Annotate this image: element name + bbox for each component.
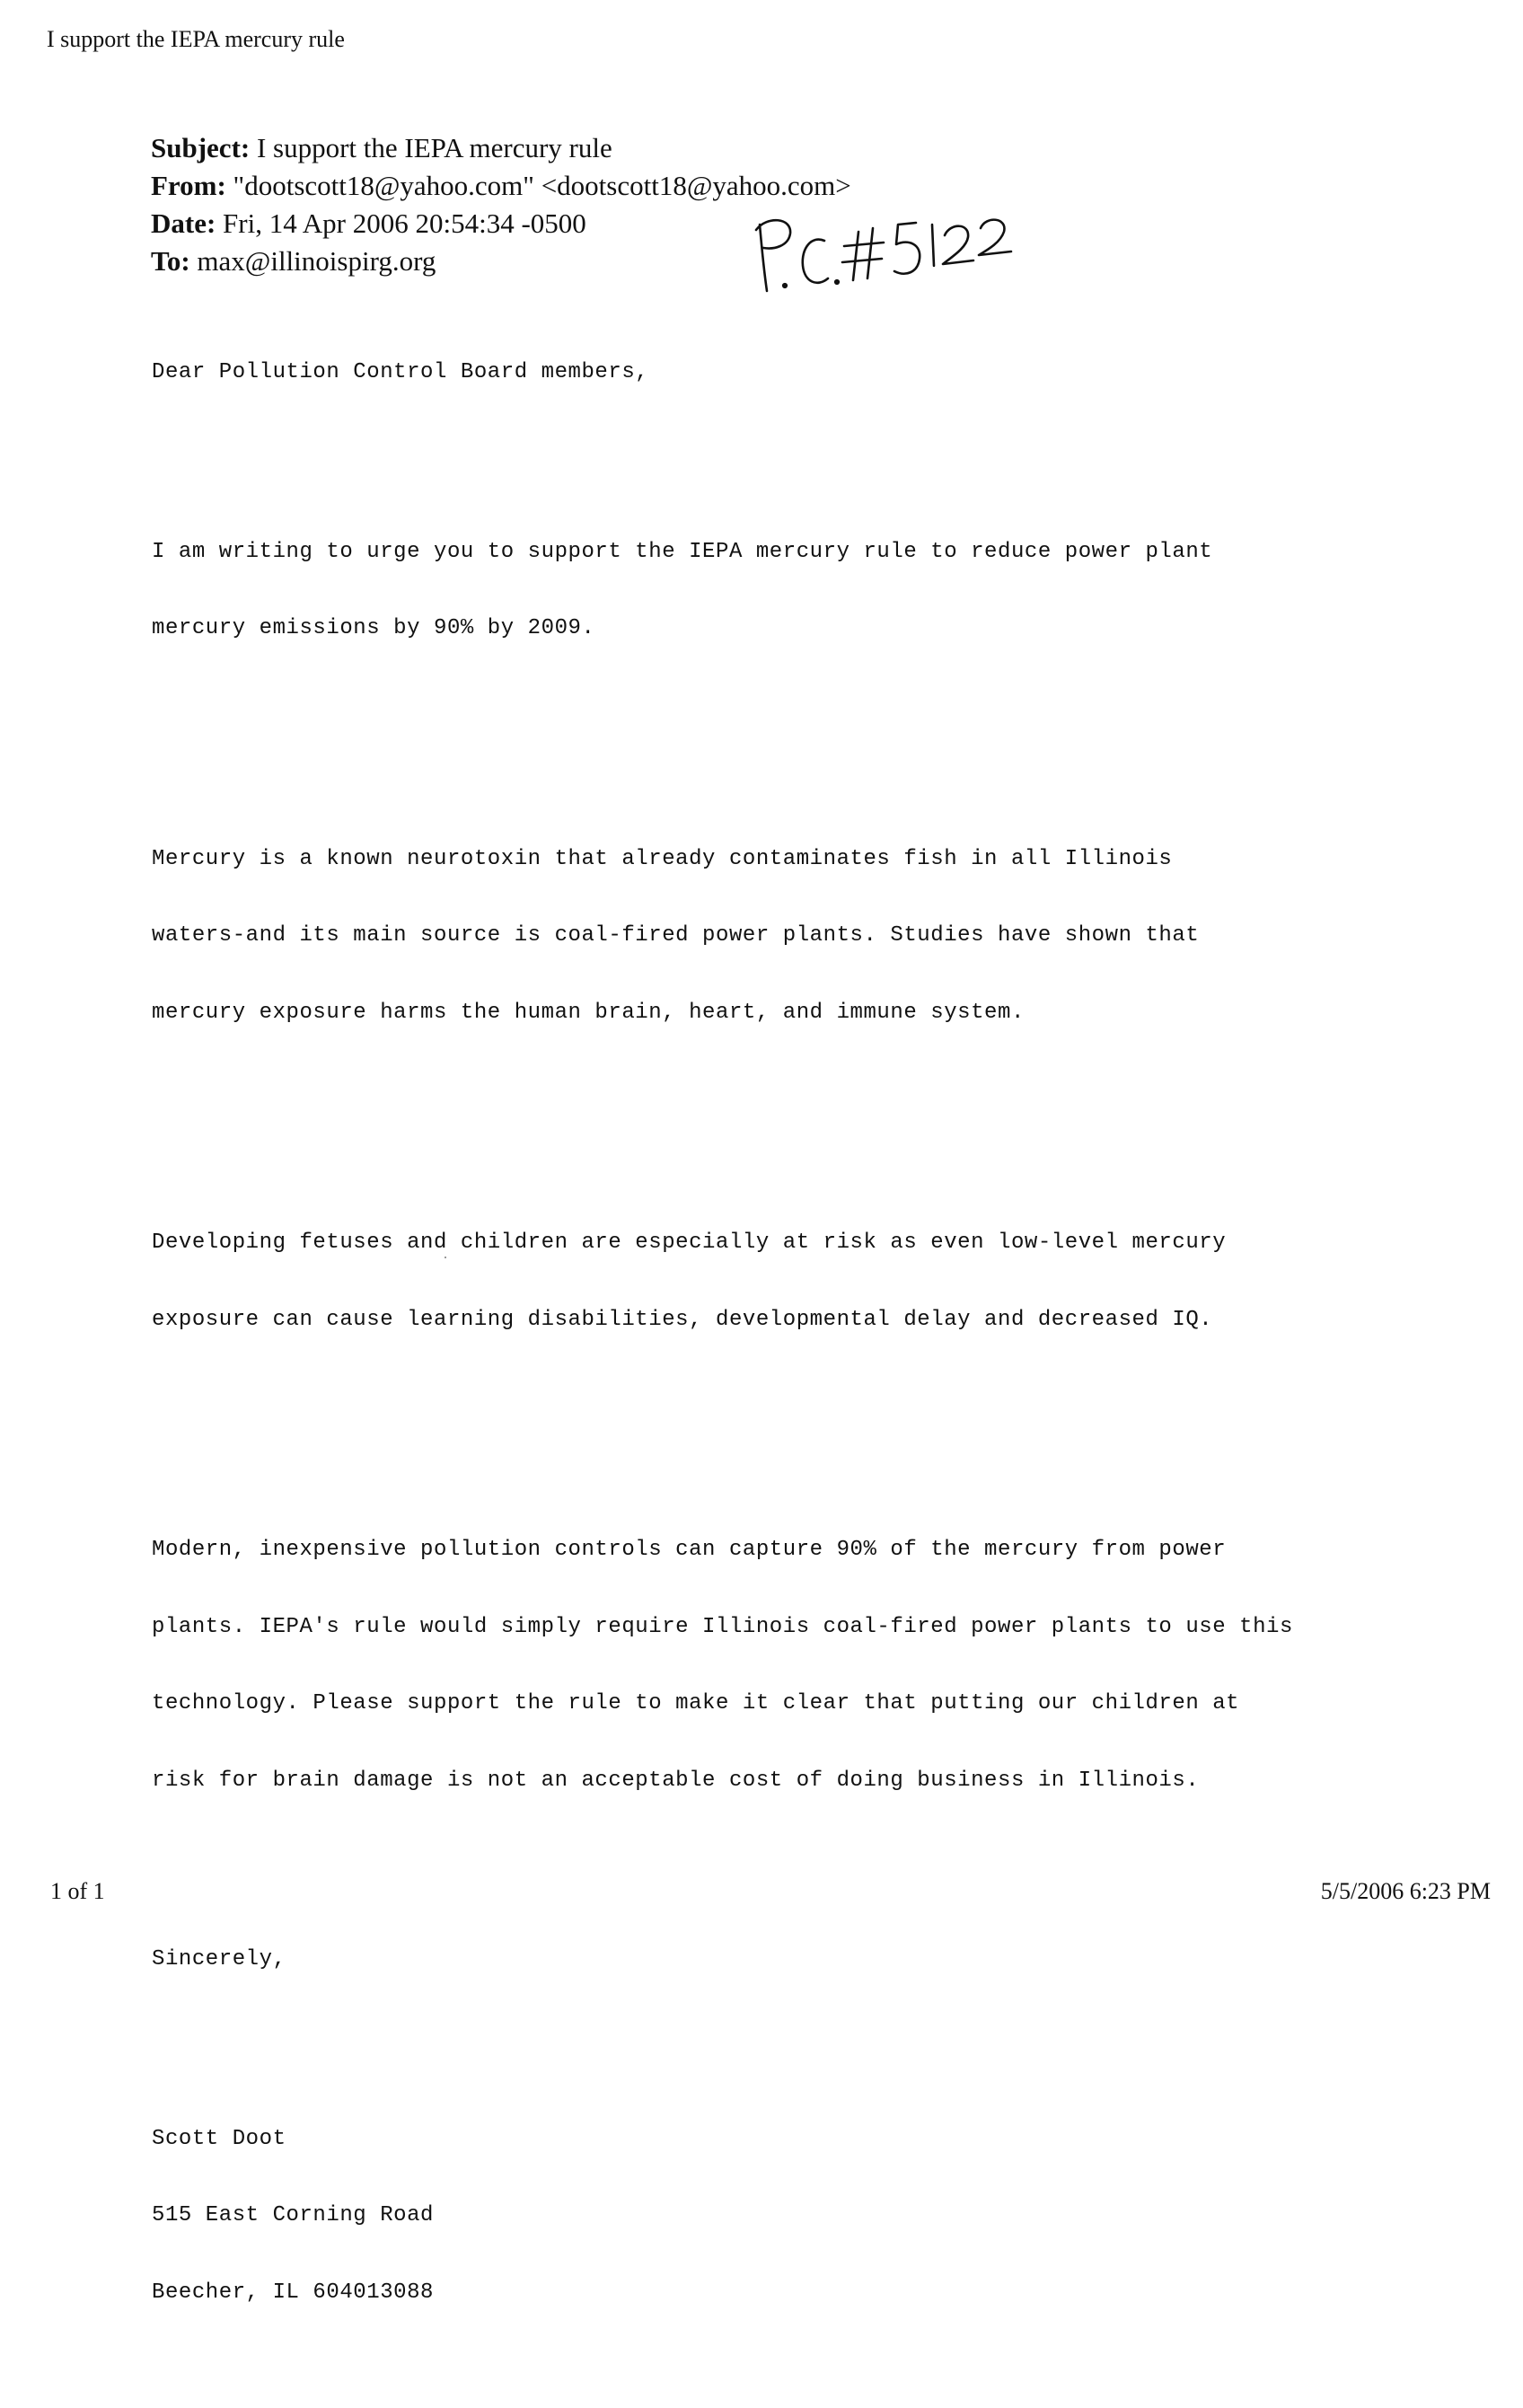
- paragraph-4: [152, 1486, 1481, 1845]
- paragraph-line: exposure can cause learning disabilities, developmental delay and decreased IQ.: [152, 1307, 1213, 1332]
- subject-value: I support the IEPA mercury rule: [250, 132, 612, 163]
- signer-city: Beecher, IL 604013088: [152, 2280, 434, 2305]
- date-value: Fri, 14 Apr 2006 20:54:34 -0500: [216, 207, 586, 239]
- to-value: max@illinoispirg.org: [189, 245, 436, 277]
- paragraph-line: plants. IEPA's rule would simply require Illinois coal-fired power plants to use this: [152, 1614, 1293, 1639]
- paragraph-line: Modern, inexpensive pollution controls can capture 90% of the mercury from power: [152, 1538, 1227, 1562]
- email-header-block: [151, 129, 851, 280]
- paragraph-3: [152, 1179, 1481, 1384]
- from-value: "dootscott18@yahoo.com" <dootscott18@yahoo.com>: [225, 170, 851, 201]
- subject-row: [151, 129, 851, 167]
- from-label: From:: [151, 170, 226, 201]
- handwritten-pc-number: [749, 205, 1036, 304]
- date-label: Date:: [151, 207, 216, 239]
- paragraph-1: [152, 489, 1481, 693]
- paragraph-line: risk for brain damage is not an acceptable cost of doing business in Illinois.: [152, 1768, 1200, 1793]
- paragraph-line: Developing fetuses and children are especially at risk as even low-level mercury: [152, 1230, 1227, 1255]
- to-row: [151, 243, 851, 280]
- paragraph-line: I am writing to urge you to support the IEPA mercury rule to reduce power plant: [152, 539, 1213, 564]
- paragraph-2: [152, 796, 1481, 1078]
- paragraph-line: mercury exposure harms the human brain, heart, and immune system.: [152, 1000, 1025, 1025]
- scan-speck: [445, 1257, 446, 1258]
- date-row: [151, 205, 851, 243]
- to-label: To:: [151, 245, 190, 277]
- greeting: Dear Pollution Control Board members,: [152, 360, 649, 384]
- signature-block: [152, 2076, 1481, 2358]
- signer-name: Scott Doot: [152, 2126, 286, 2151]
- paragraph-line: Mercury is a known neurotoxin that already contaminates fish in all Illinois: [152, 846, 1173, 871]
- paragraph-line: mercury emissions by 90% by 2009.: [152, 616, 595, 640]
- from-row: [151, 167, 851, 205]
- subject-label: Subject:: [151, 132, 251, 163]
- signer-street: 515 East Corning Road: [152, 2203, 434, 2227]
- page-indicator: 1 of 1: [50, 1878, 105, 1904]
- running-page-title: I support the IEPA mercury rule: [47, 26, 345, 52]
- paragraph-line: waters-and its main source is coal-fired power plants. Studies have shown that: [152, 923, 1200, 948]
- printed-timestamp: 5/5/2006 6:23 PM: [1320, 1878, 1491, 1904]
- paragraph-line: technology. Please support the rule to make it clear that putting our children at: [152, 1691, 1240, 1716]
- letter-body: [152, 309, 1481, 2408]
- closing: Sincerely,: [152, 1947, 286, 1971]
